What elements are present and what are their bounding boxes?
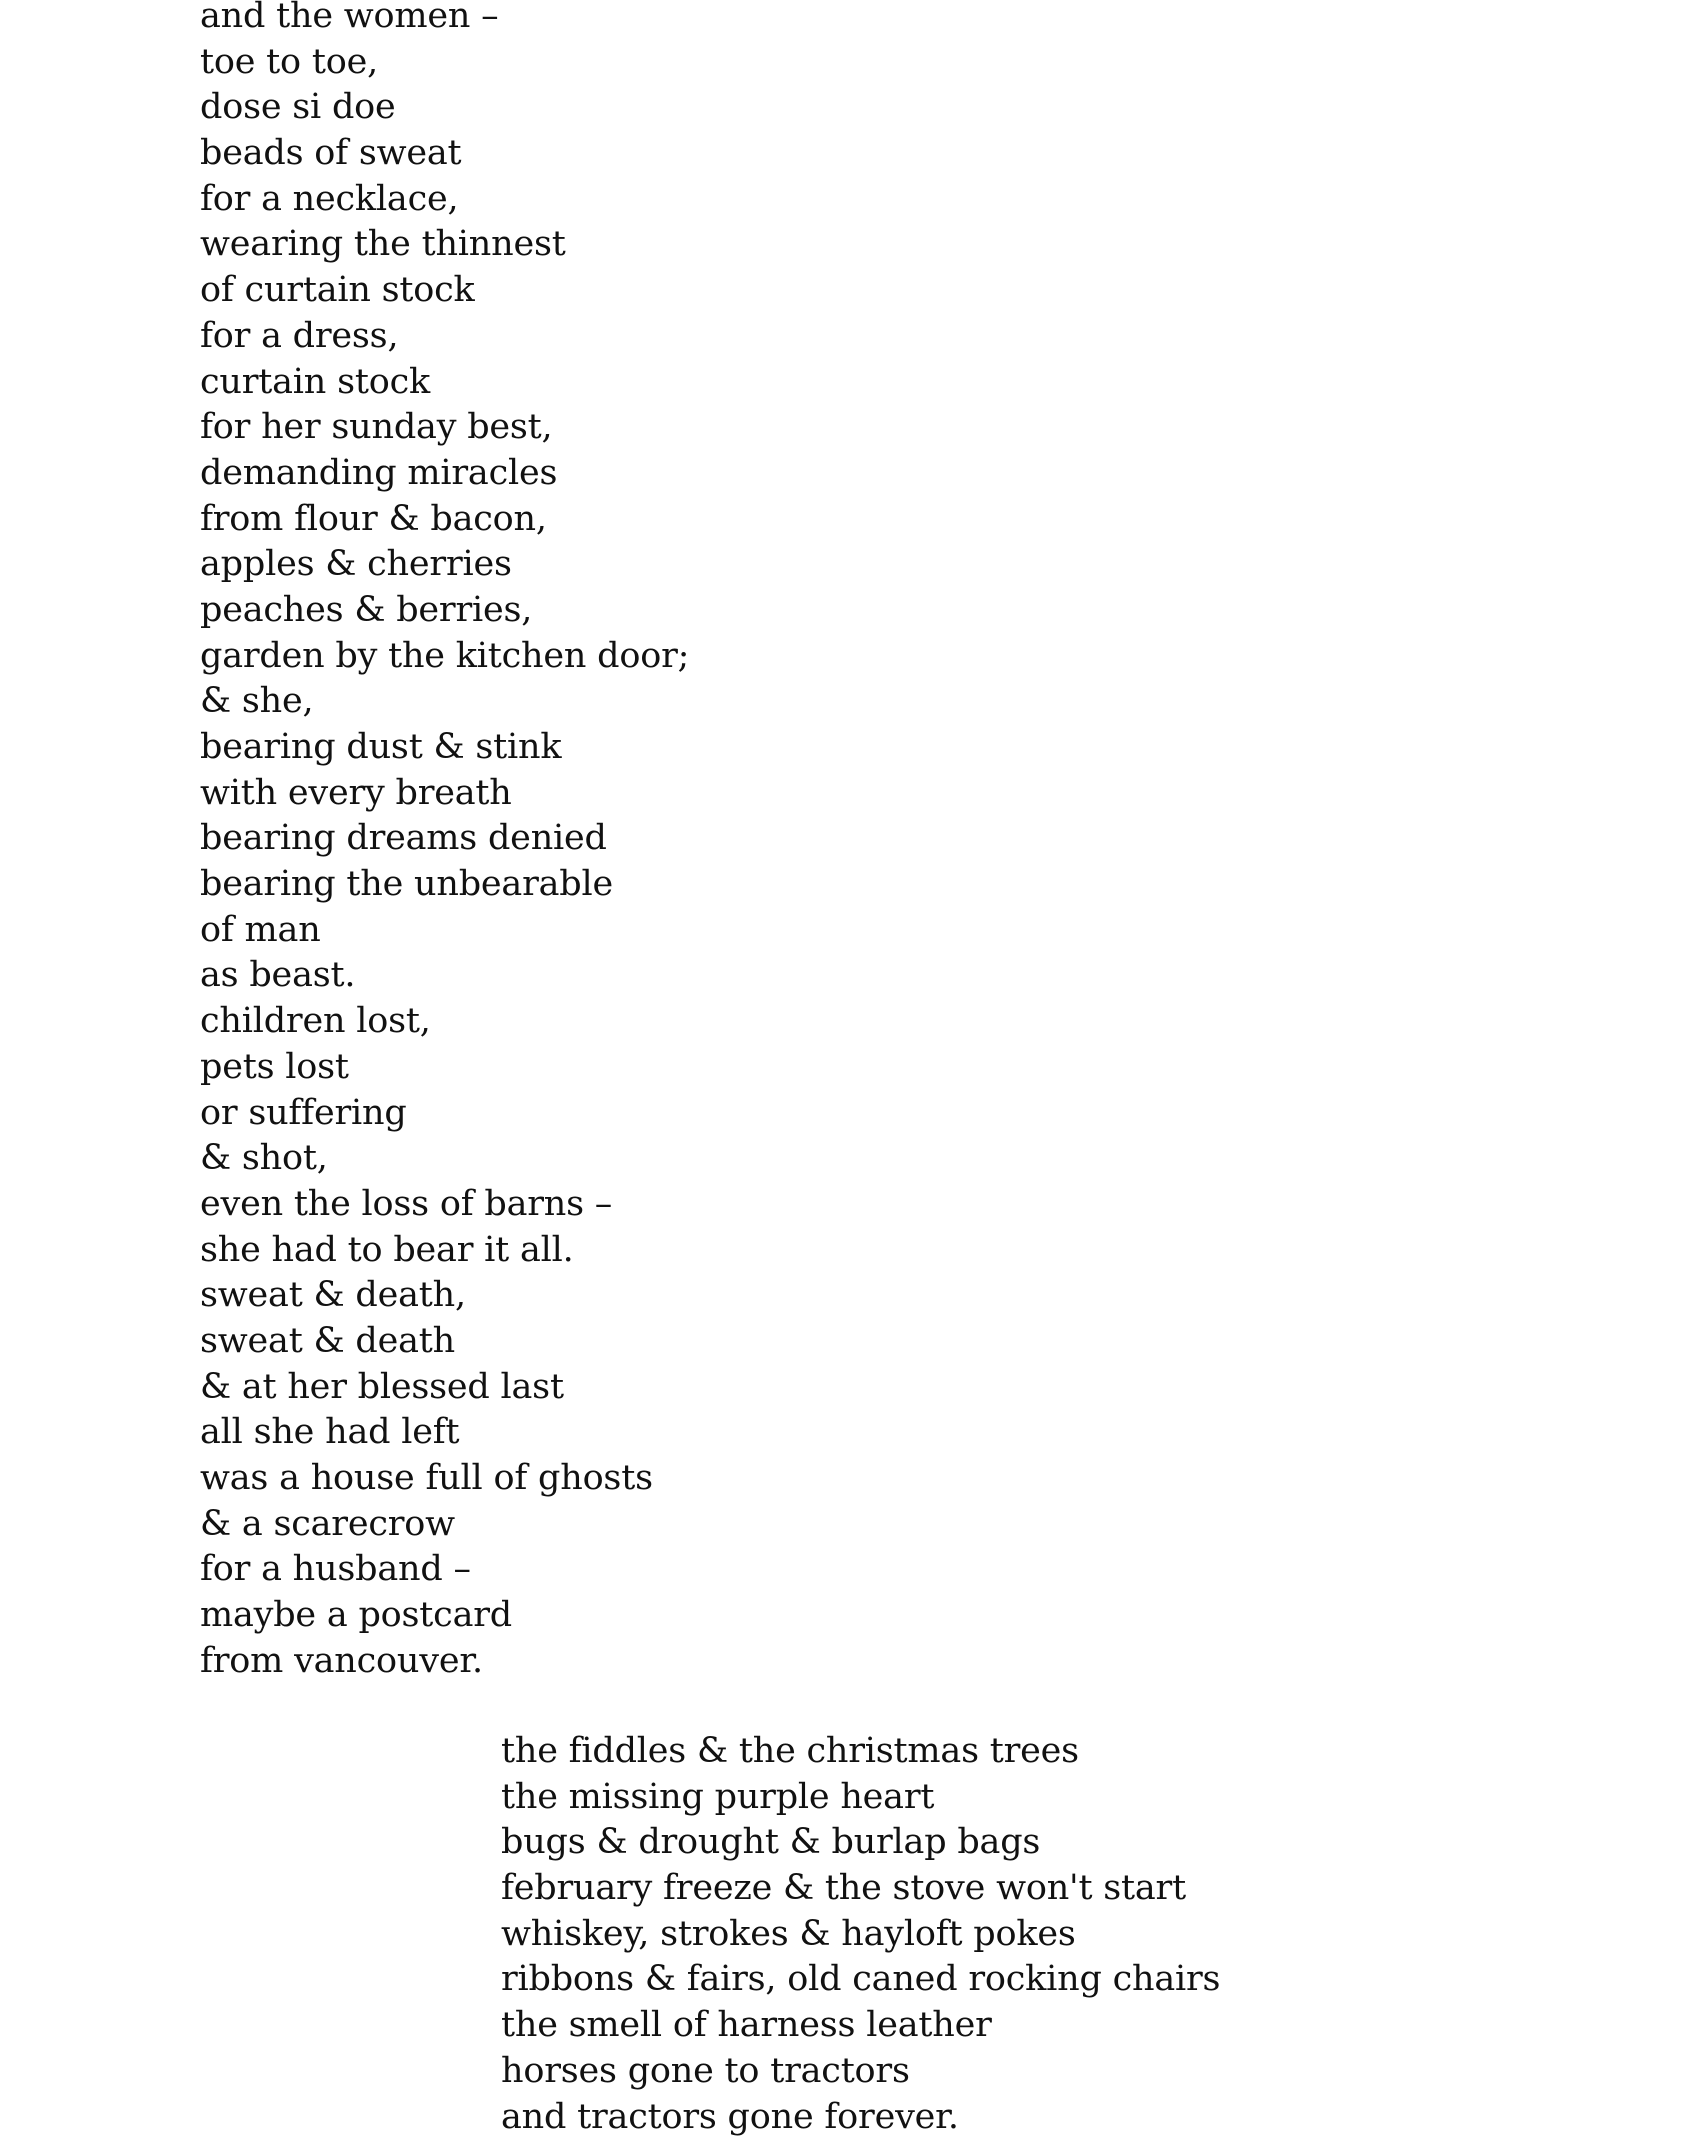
poem-line: as beast. — [200, 955, 356, 996]
poem-line: maybe a postcard — [200, 1595, 512, 1636]
poem-line: she had to bear it all. — [200, 1229, 574, 1270]
poem-line: of man — [200, 909, 321, 950]
poem-line: for a dress, — [200, 315, 399, 356]
poem-line: beads of sweat — [200, 133, 462, 174]
poem-line: pets lost — [200, 1046, 349, 1087]
poem-line: even the loss of barns – — [200, 1183, 613, 1224]
poem-line: all she had left — [200, 1412, 460, 1453]
poem-line: & a scarecrow — [200, 1503, 455, 1544]
poem-line: sweat & death, — [200, 1275, 466, 1316]
poem-line: wearing the thinnest — [200, 224, 566, 265]
poem-line: with every breath — [200, 772, 512, 813]
poem-line: & she, — [200, 681, 314, 722]
poem-line: for a necklace, — [200, 178, 459, 219]
poem-line: horses gone to tractors — [501, 2050, 910, 2091]
poem-line: was a house full of ghosts — [200, 1458, 653, 1498]
poem-line: or suffering — [200, 1092, 407, 1133]
poem-line: toe to toe, — [200, 41, 379, 82]
poem-line: the missing purple heart — [501, 1776, 935, 1817]
poem-line: children lost, — [200, 1001, 431, 1042]
poem-stanza-2 — [501, 1729, 1220, 2140]
poem-stanza-1 — [200, 0, 689, 1684]
poem-line: apples & cherries — [200, 544, 512, 585]
poem-line: demanding miracles — [200, 452, 558, 493]
poem-line: peaches & berries, — [200, 589, 533, 630]
poem-line: bearing the unbearable — [200, 864, 614, 905]
poem-line: for her sunday best, — [200, 407, 553, 448]
poem-line: garden by the kitchen door; — [200, 635, 690, 676]
poem-line: whiskey, strokes & hayloft pokes — [501, 1913, 1076, 1954]
poem-line: sweat & death — [200, 1320, 455, 1361]
poem-line: ribbons & fairs, old caned rocking chairs — [501, 1959, 1221, 2000]
poem-line: from vancouver. — [200, 1640, 483, 1681]
poem-line: bugs & drought & burlap bags — [501, 1822, 1041, 1863]
poem-line: the fiddles & the christmas trees — [501, 1731, 1079, 1771]
poem-line: dose si doe — [200, 87, 396, 128]
poem-line: bearing dust & stink — [200, 727, 562, 767]
poem-line: february freeze & the stove won't start — [501, 1868, 1186, 1909]
poem-line: and the women – — [200, 0, 499, 36]
poem-line: for a husband – — [200, 1549, 471, 1590]
poem-line: from flour & bacon, — [200, 498, 547, 539]
poem-line: & at her blessed last — [200, 1366, 564, 1407]
poem-line: bearing dreams denied — [200, 818, 607, 859]
poem-line: & shot, — [200, 1138, 328, 1179]
poem-line: and tractors gone forever. — [501, 2096, 959, 2137]
poem-line: curtain stock — [200, 361, 430, 402]
poem-line: of curtain stock — [200, 270, 475, 311]
poem-line: the smell of harness leather — [501, 2005, 992, 2046]
